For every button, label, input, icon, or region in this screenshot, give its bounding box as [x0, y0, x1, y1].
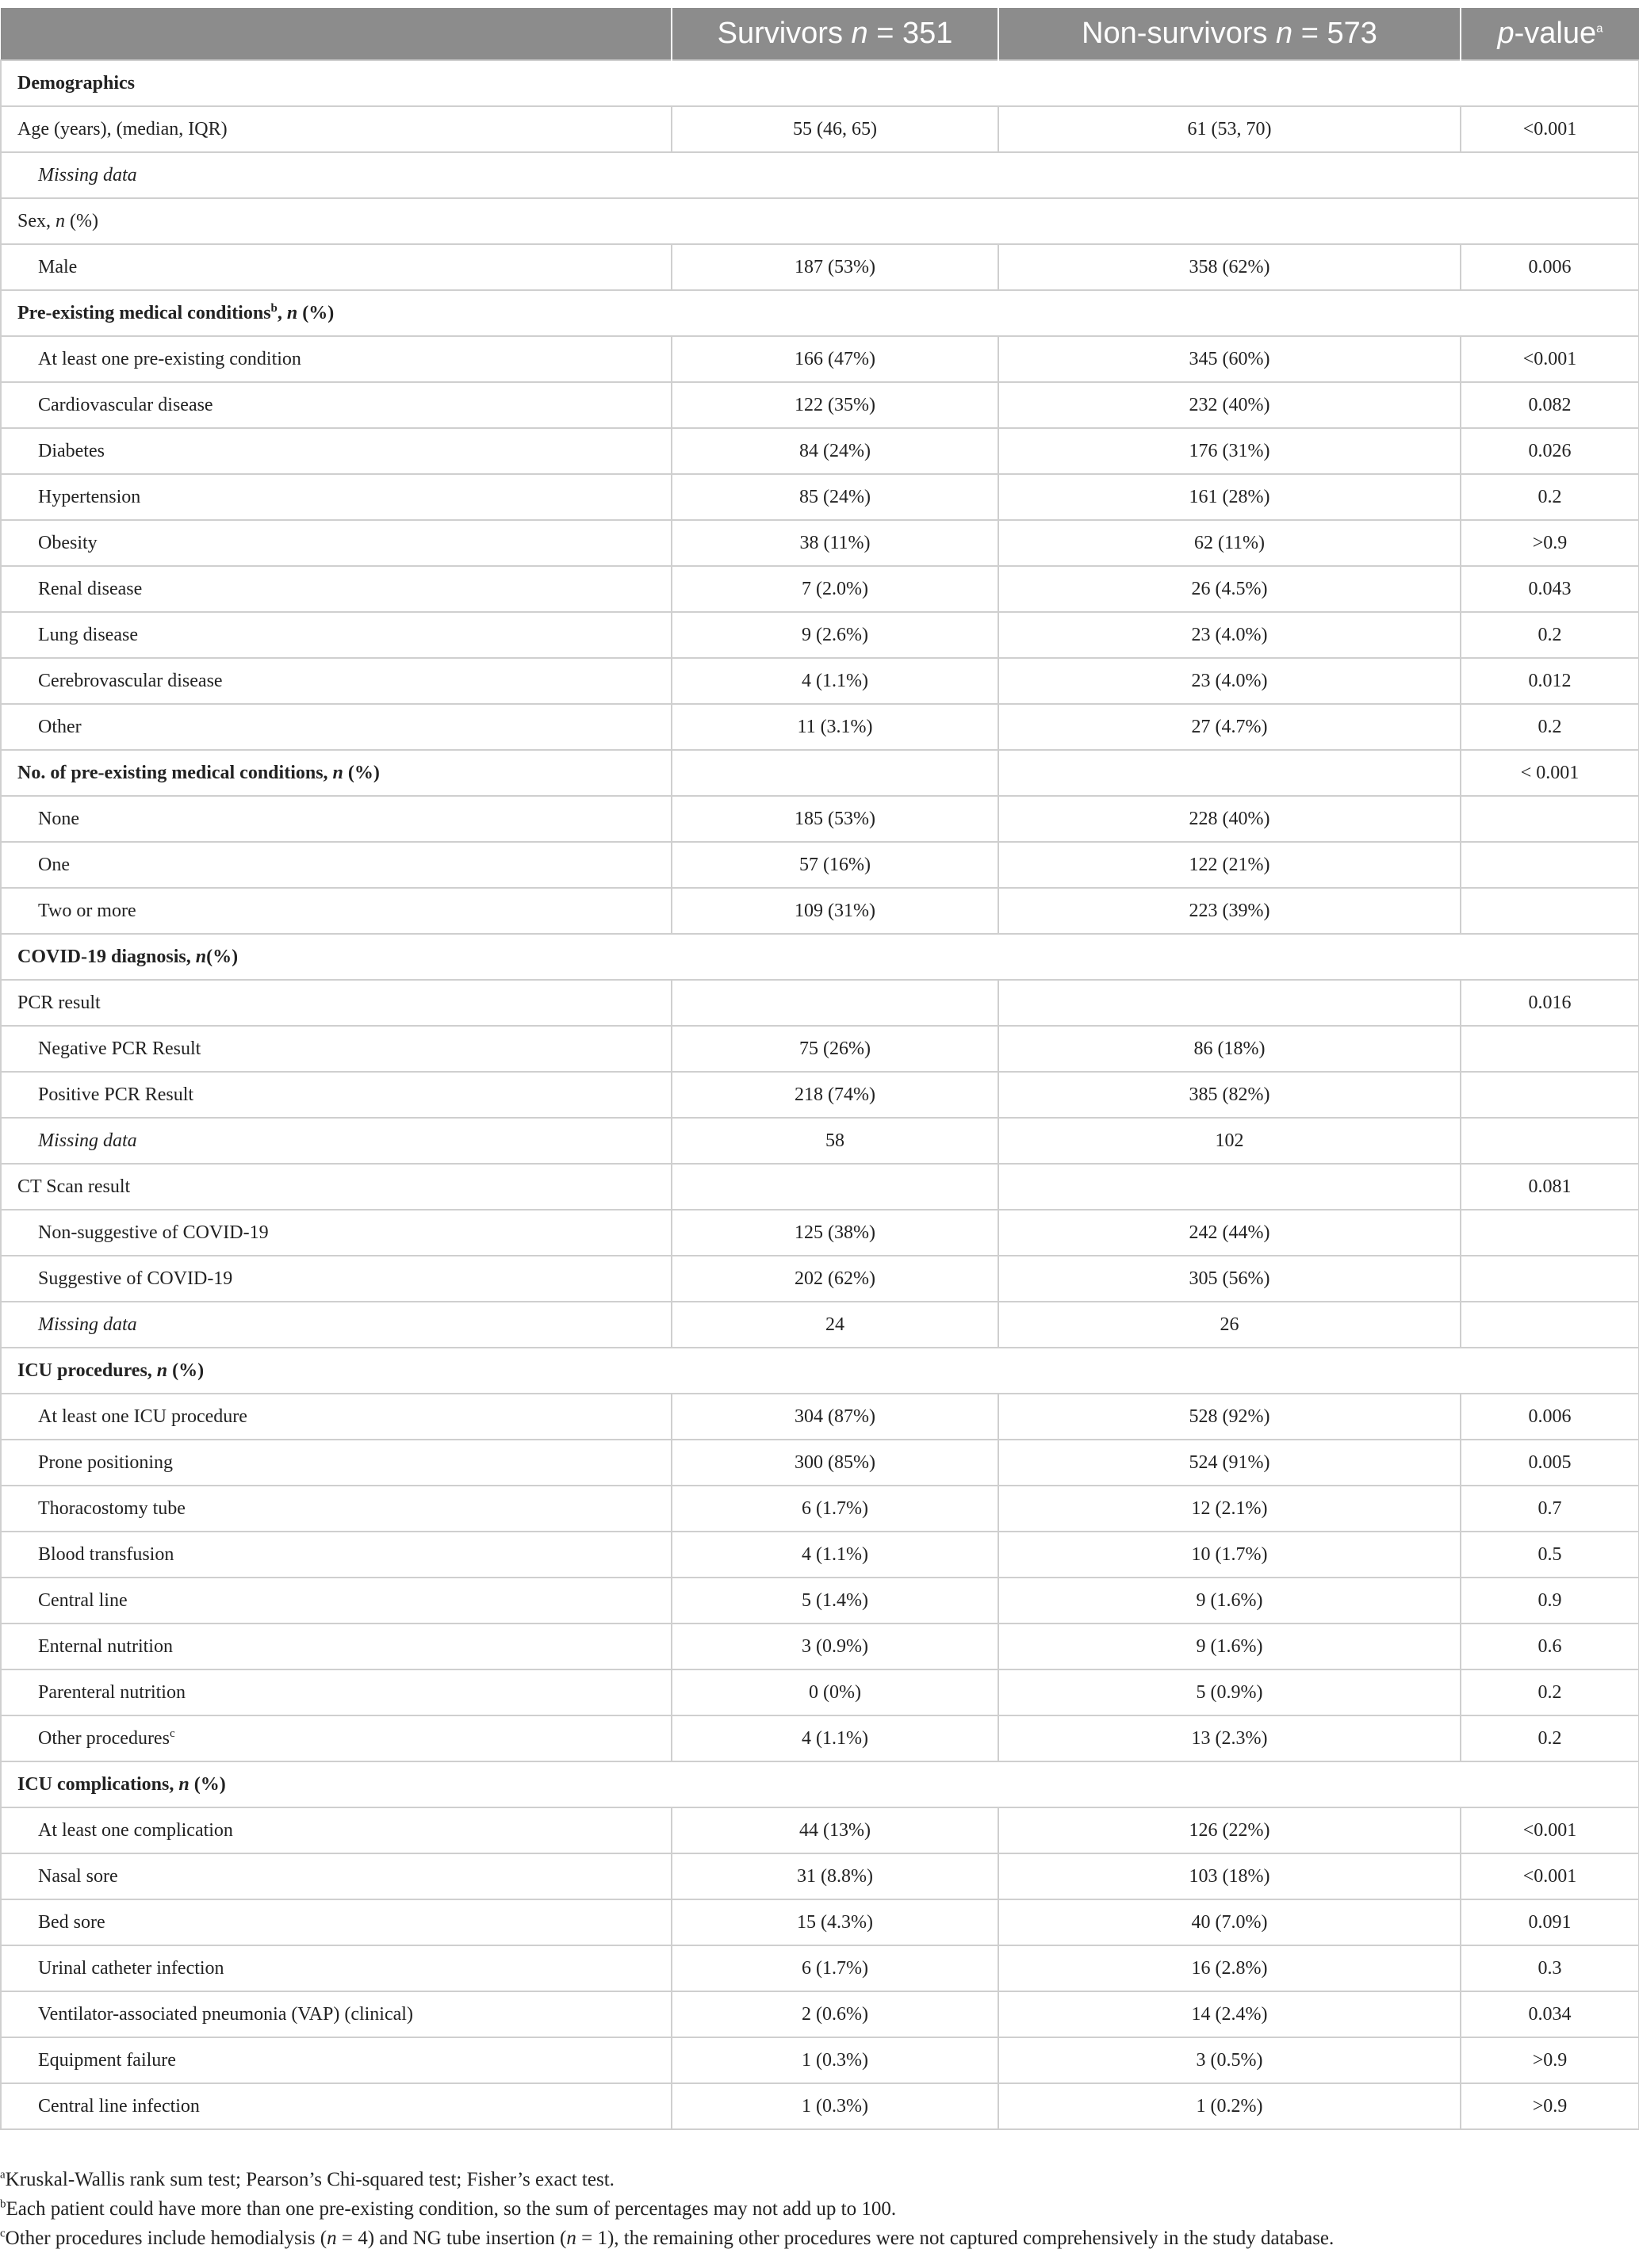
pvalue-cell: [1461, 888, 1639, 934]
row-label: Enternal nutrition: [1, 1624, 672, 1669]
pvalue-cell: 0.006: [1461, 244, 1639, 290]
table-row: [1, 1945, 1639, 1991]
survivors-cell: 44 (13%): [672, 1807, 998, 1853]
footnotes: [0, 2165, 1638, 2253]
survivors-cell: 3 (0.9%): [672, 1624, 998, 1669]
footnote-c: $^c$Other procedures include hemodialysis (n = 4) and NG tube insertion (n = 1), the remaining other procedures were not captured comprehensively in the study database.: [0, 2227, 1335, 2249]
table-row: [1, 658, 1639, 704]
nonsurvivors-cell: 345 (60%): [998, 336, 1461, 382]
header-row: [1, 8, 1639, 60]
section-preexisting: [1, 290, 1639, 336]
section-title: COVID-19 diagnosis, n(%): [1, 934, 1639, 980]
nonsurvivors-cell: 102: [998, 1118, 1461, 1164]
pvalue-cell: 0.082: [1461, 382, 1639, 428]
pvalue-cell: 0.2: [1461, 1715, 1639, 1761]
nonsurvivors-cell: 1 (0.2%): [998, 2083, 1461, 2129]
nonsurvivors-cell: 3 (0.5%): [998, 2037, 1461, 2083]
pvalue-cell: 0.3: [1461, 1945, 1639, 1991]
survivors-cell: 55 (46, 65): [672, 106, 998, 152]
nonsurvivors-cell: 176 (31%): [998, 428, 1461, 474]
nonsurvivors-cell: 9 (1.6%): [998, 1578, 1461, 1624]
table-row: [1, 382, 1639, 428]
pvalue-cell: >0.9: [1461, 2083, 1639, 2129]
table-row: [1, 1486, 1639, 1532]
pvalue-cell: 0.016: [1461, 980, 1639, 1026]
row-label: Sex, n (%): [1, 198, 1639, 244]
nonsurvivors-cell: 126 (22%): [998, 1807, 1461, 1853]
row-label: Parenteral nutrition: [1, 1669, 672, 1715]
table-row: [1, 1072, 1639, 1118]
table-row: [1, 612, 1639, 658]
pvalue-cell: 0.026: [1461, 428, 1639, 474]
row-label: Nasal sore: [1, 1853, 672, 1899]
row-label: None: [1, 796, 672, 842]
survivors-cell: 6 (1.7%): [672, 1945, 998, 1991]
table-row: [1, 1026, 1639, 1072]
row-label: Renal disease: [1, 566, 672, 612]
pvalue-cell: 0.043: [1461, 566, 1639, 612]
pvalue-cell: 0.091: [1461, 1899, 1639, 1945]
survivors-cell: 5 (1.4%): [672, 1578, 998, 1624]
row-label: Non-suggestive of COVID-19: [1, 1210, 672, 1256]
section-demographics: [1, 60, 1639, 106]
row-label: One: [1, 842, 672, 888]
header-nonsurvivors: Non-survivors n = 573: [998, 8, 1461, 60]
pvalue-cell: 0.005: [1461, 1440, 1639, 1486]
nonsurvivors-cell: 13 (2.3%): [998, 1715, 1461, 1761]
survivors-cell: 57 (16%): [672, 842, 998, 888]
section-title: Demographics: [1, 60, 1639, 106]
survivors-cell: 166 (47%): [672, 336, 998, 382]
survivors-cell: 109 (31%): [672, 888, 998, 934]
survivors-cell: 122 (35%): [672, 382, 998, 428]
pvalue-cell: 0.2: [1461, 474, 1639, 520]
table-row: [1, 1532, 1639, 1578]
row-label: Male: [1, 244, 672, 290]
survivors-cell: 1 (0.3%): [672, 2037, 998, 2083]
table-row: [1, 1899, 1639, 1945]
footnote-b: $^b$Each patient could have more than one pre-existing condition, so the sum of percentages may not add up to 100.: [0, 2197, 897, 2220]
nonsurvivors-cell: 232 (40%): [998, 382, 1461, 428]
survivors-cell: [672, 1164, 998, 1210]
survivors-cell: [672, 750, 998, 796]
table-row: [1, 1578, 1639, 1624]
pvalue-cell: 0.7: [1461, 1486, 1639, 1532]
table-row: [1, 1302, 1639, 1348]
section-num-preexisting: [1, 750, 1639, 796]
nonsurvivors-cell: 228 (40%): [998, 796, 1461, 842]
table-row: [1, 474, 1639, 520]
row-label: Ventilator-associated pneumonia (VAP) (clinical): [1, 1991, 672, 2037]
table-row: [1, 796, 1639, 842]
survivors-cell: 9 (2.6%): [672, 612, 998, 658]
section-title: ICU procedures, n (%): [1, 1348, 1639, 1394]
row-label: Missing data: [1, 1118, 672, 1164]
survivors-cell: [672, 980, 998, 1026]
row-label: Age (years), (median, IQR): [1, 106, 672, 152]
survivors-cell: 4 (1.1%): [672, 1715, 998, 1761]
row-label: Other procedures$^c$: [1, 1715, 672, 1761]
pvalue-cell: [1461, 1210, 1639, 1256]
pvalue-cell: [1461, 1118, 1639, 1164]
nonsurvivors-cell: 122 (21%): [998, 842, 1461, 888]
section-icu-procedures: [1, 1348, 1639, 1394]
row-label: Suggestive of COVID-19: [1, 1256, 672, 1302]
nonsurvivors-cell: [998, 980, 1461, 1026]
table-row: [1, 980, 1639, 1026]
nonsurvivors-cell: 528 (92%): [998, 1394, 1461, 1440]
table-row: [1, 1164, 1639, 1210]
table-row: [1, 2037, 1639, 2083]
row-label: Prone positioning: [1, 1440, 672, 1486]
table-row: [1, 520, 1639, 566]
table-row: [1, 1669, 1639, 1715]
row-label: Equipment failure: [1, 2037, 672, 2083]
nonsurvivors-cell: 62 (11%): [998, 520, 1461, 566]
table-row: [1, 1991, 1639, 2037]
nonsurvivors-cell: 103 (18%): [998, 1853, 1461, 1899]
nonsurvivors-cell: 23 (4.0%): [998, 612, 1461, 658]
row-label: Other: [1, 704, 672, 750]
nonsurvivors-cell: 86 (18%): [998, 1026, 1461, 1072]
header-survivors: Survivors n = 351: [672, 8, 998, 60]
nonsurvivors-cell: 26: [998, 1302, 1461, 1348]
header-variable: [1, 8, 672, 60]
table-row: [1, 2083, 1639, 2129]
survivors-cell: 58: [672, 1118, 998, 1164]
table-row: [1, 336, 1639, 382]
table-row: [1, 106, 1639, 152]
survivors-cell: 185 (53%): [672, 796, 998, 842]
survivors-cell: 2 (0.6%): [672, 1991, 998, 2037]
row-label: At least one ICU procedure: [1, 1394, 672, 1440]
survivors-cell: 4 (1.1%): [672, 658, 998, 704]
nonsurvivors-cell: 9 (1.6%): [998, 1624, 1461, 1669]
survivors-cell: 300 (85%): [672, 1440, 998, 1486]
survivors-cell: 15 (4.3%): [672, 1899, 998, 1945]
survivors-cell: 38 (11%): [672, 520, 998, 566]
table-row: [1, 1440, 1639, 1486]
pvalue-cell: [1461, 796, 1639, 842]
row-label: Urinal catheter infection: [1, 1945, 672, 1991]
nonsurvivors-cell: 10 (1.7%): [998, 1532, 1461, 1578]
row-label: Blood transfusion: [1, 1532, 672, 1578]
table-row: [1, 152, 1639, 198]
pvalue-cell: 0.5: [1461, 1532, 1639, 1578]
row-label: Positive PCR Result: [1, 1072, 672, 1118]
survivors-cell: 11 (3.1%): [672, 704, 998, 750]
row-label: Central line infection: [1, 2083, 672, 2129]
survivors-cell: 0 (0%): [672, 1669, 998, 1715]
footnote-a: $^a$Kruskal-Wallis rank sum test; Pearson’s Chi-squared test; Fisher’s exact test.: [0, 2168, 615, 2190]
survivors-cell: 31 (8.8%): [672, 1853, 998, 1899]
nonsurvivors-cell: 12 (2.1%): [998, 1486, 1461, 1532]
table-row: [1, 888, 1639, 934]
table-row: [1, 244, 1639, 290]
nonsurvivors-cell: 40 (7.0%): [998, 1899, 1461, 1945]
survivors-cell: 304 (87%): [672, 1394, 998, 1440]
pvalue-cell: 0.2: [1461, 704, 1639, 750]
nonsurvivors-cell: 23 (4.0%): [998, 658, 1461, 704]
pvalue-cell: 0.012: [1461, 658, 1639, 704]
pvalue-cell: <0.001: [1461, 1853, 1639, 1899]
row-label: Missing data: [1, 152, 1639, 198]
pvalue-cell: <0.001: [1461, 336, 1639, 382]
table-row: [1, 566, 1639, 612]
section-title: Pre-existing medical conditions$^b$, n (%): [1, 290, 1639, 336]
nonsurvivors-cell: 358 (62%): [998, 244, 1461, 290]
survivors-cell: 84 (24%): [672, 428, 998, 474]
row-label: Lung disease: [1, 612, 672, 658]
nonsurvivors-cell: 61 (53, 70): [998, 106, 1461, 152]
pvalue-cell: 0.006: [1461, 1394, 1639, 1440]
survivors-cell: 202 (62%): [672, 1256, 998, 1302]
table-row: [1, 1394, 1639, 1440]
survivors-cell: 75 (26%): [672, 1026, 998, 1072]
row-label: Thoracostomy tube: [1, 1486, 672, 1532]
row-label: Bed sore: [1, 1899, 672, 1945]
results-table-container: [0, 8, 1638, 2130]
nonsurvivors-cell: 14 (2.4%): [998, 1991, 1461, 2037]
table-row: [1, 1118, 1639, 1164]
survivors-cell: 1 (0.3%): [672, 2083, 998, 2129]
row-label: Central line: [1, 1578, 672, 1624]
pvalue-cell: 0.9: [1461, 1578, 1639, 1624]
table-row: [1, 1807, 1639, 1853]
pvalue-cell: [1461, 1302, 1639, 1348]
table-row: [1, 428, 1639, 474]
nonsurvivors-cell: 524 (91%): [998, 1440, 1461, 1486]
survivors-cell: 6 (1.7%): [672, 1486, 998, 1532]
survivors-cell: 125 (38%): [672, 1210, 998, 1256]
nonsurvivors-cell: 26 (4.5%): [998, 566, 1461, 612]
table-row: [1, 704, 1639, 750]
row-label: PCR result: [1, 980, 672, 1026]
nonsurvivors-cell: [998, 750, 1461, 796]
table-row: [1, 1853, 1639, 1899]
pvalue-cell: 0.2: [1461, 612, 1639, 658]
pvalue-cell: <0.001: [1461, 106, 1639, 152]
survivors-cell: 218 (74%): [672, 1072, 998, 1118]
nonsurvivors-cell: 242 (44%): [998, 1210, 1461, 1256]
table-row: [1, 1256, 1639, 1302]
row-label: At least one complication: [1, 1807, 672, 1853]
table-row: [1, 1624, 1639, 1669]
pvalue-cell: [1461, 1026, 1639, 1072]
row-label: Obesity: [1, 520, 672, 566]
survivors-cell: 24: [672, 1302, 998, 1348]
table-row: [1, 1210, 1639, 1256]
nonsurvivors-cell: 385 (82%): [998, 1072, 1461, 1118]
survivors-cell: 4 (1.1%): [672, 1532, 998, 1578]
nonsurvivors-cell: 223 (39%): [998, 888, 1461, 934]
row-label: Missing data: [1, 1302, 672, 1348]
nonsurvivors-cell: 305 (56%): [998, 1256, 1461, 1302]
row-label: At least one pre-existing condition: [1, 336, 672, 382]
section-title: ICU complications, n (%): [1, 1761, 1639, 1807]
table-row: [1, 198, 1639, 244]
row-label: Cerebrovascular disease: [1, 658, 672, 704]
section-covid-diagnosis: [1, 934, 1639, 980]
section-icu-complications: [1, 1761, 1639, 1807]
pvalue-cell: >0.9: [1461, 520, 1639, 566]
nonsurvivors-cell: [998, 1164, 1461, 1210]
row-label: Diabetes: [1, 428, 672, 474]
pvalue-cell: [1461, 1256, 1639, 1302]
survivors-cell: 85 (24%): [672, 474, 998, 520]
row-label: CT Scan result: [1, 1164, 672, 1210]
pvalue-cell: < 0.001: [1461, 750, 1639, 796]
pvalue-cell: >0.9: [1461, 2037, 1639, 2083]
row-label: Hypertension: [1, 474, 672, 520]
pvalue-cell: 0.6: [1461, 1624, 1639, 1669]
row-label: Cardiovascular disease: [1, 382, 672, 428]
pvalue-cell: 0.2: [1461, 1669, 1639, 1715]
pvalue-cell: [1461, 1072, 1639, 1118]
nonsurvivors-cell: 16 (2.8%): [998, 1945, 1461, 1991]
pvalue-cell: 0.081: [1461, 1164, 1639, 1210]
section-title: No. of pre-existing medical conditions, n (%): [1, 750, 672, 796]
pvalue-cell: 0.034: [1461, 1991, 1639, 2037]
nonsurvivors-cell: 27 (4.7%): [998, 704, 1461, 750]
table-header: [1, 8, 1639, 60]
row-label: Two or more: [1, 888, 672, 934]
nonsurvivors-cell: 5 (0.9%): [998, 1669, 1461, 1715]
row-label: Negative PCR Result: [1, 1026, 672, 1072]
table-row: [1, 842, 1639, 888]
nonsurvivors-cell: 161 (28%): [998, 474, 1461, 520]
header-pvalue: p-value$^a$: [1461, 8, 1639, 60]
results-table: [0, 8, 1639, 2130]
pvalue-cell: <0.001: [1461, 1807, 1639, 1853]
survivors-cell: 7 (2.0%): [672, 566, 998, 612]
pvalue-cell: [1461, 842, 1639, 888]
survivors-cell: 187 (53%): [672, 244, 998, 290]
table-row: [1, 1715, 1639, 1761]
